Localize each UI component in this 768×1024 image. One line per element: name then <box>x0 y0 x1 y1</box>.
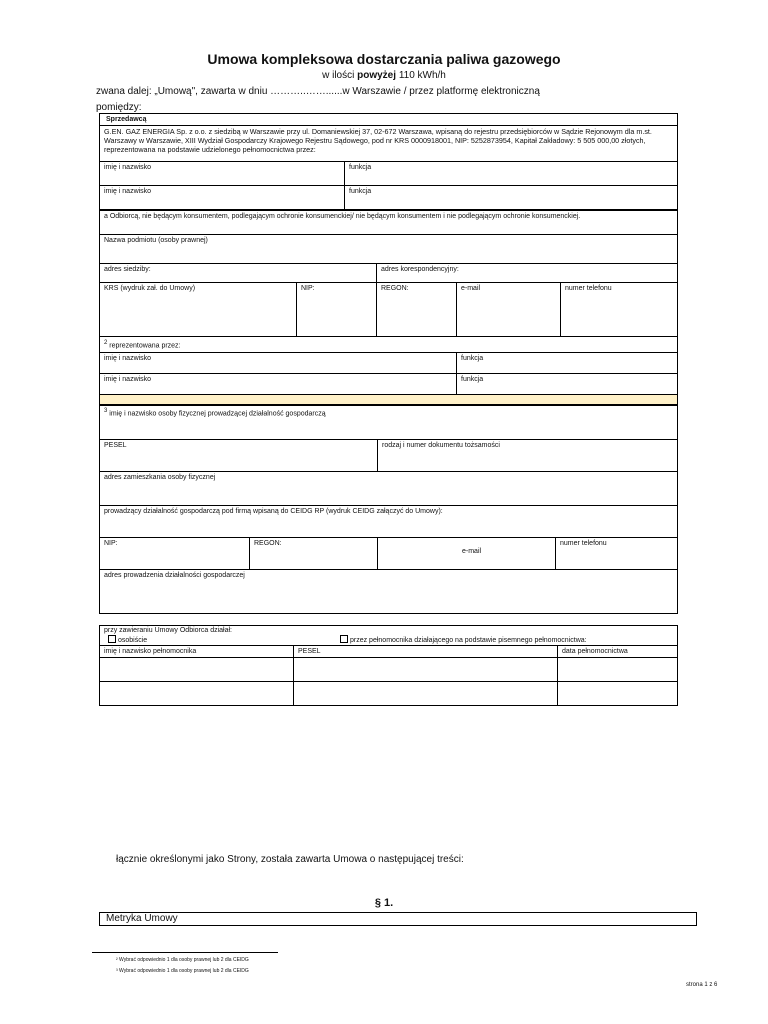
proxy-pesel-cell-1[interactable] <box>294 658 558 682</box>
proxy-date-cell-2[interactable] <box>558 682 678 706</box>
rep-name-field-2[interactable] <box>100 374 457 395</box>
phone-label: numer telefonu <box>565 285 612 292</box>
person-regon-field[interactable] <box>250 538 378 570</box>
person-regon-label: REGON: <box>254 540 282 547</box>
page-number: strona 1 z 6 <box>686 982 718 988</box>
document-title: Umowa kompleksowa dostarczania paliwa gazowego <box>207 51 561 67</box>
subtitle-bold: powyżej <box>357 70 397 81</box>
represented-label: reprezentowana przez: <box>109 342 181 350</box>
contract-intro-line: zwana dalej: „Umową", zawarta w dniu ………..……......w Warszawie / przez platformę elektroniczną <box>96 86 540 97</box>
recipient-table <box>99 210 678 405</box>
id-document-label: rodzaj i numer dokumentu tożsamości <box>382 442 500 449</box>
between-label: pomiędzy: <box>96 102 142 113</box>
business-address-label: adres prowadzenia działalności gospodarczej <box>104 572 245 579</box>
proxy-name-cell-2[interactable] <box>100 682 294 706</box>
option-personally[interactable] <box>108 635 147 645</box>
acting-row <box>100 626 678 646</box>
person-nip-label: NIP: <box>104 540 118 547</box>
seller-name-label-1: imię i nazwisko <box>104 164 152 171</box>
person-name-field[interactable] <box>100 406 678 440</box>
entity-name-field[interactable] <box>100 235 678 264</box>
krs-field[interactable] <box>100 283 297 337</box>
seller-table <box>99 113 678 210</box>
person-email-label: e-mail <box>462 548 482 555</box>
id-document-field[interactable] <box>378 440 678 472</box>
seller-function-field-1[interactable] <box>345 162 678 186</box>
option-personally-label: osobiście <box>118 637 148 644</box>
regon-field[interactable] <box>377 283 457 337</box>
person-nip-field[interactable] <box>100 538 250 570</box>
proxy-date-header: data pełnomocnictwa <box>558 646 678 658</box>
checkbox-personally[interactable] <box>108 635 116 643</box>
proxy-pesel-header: PESEL <box>294 646 558 658</box>
seller-name-field-2[interactable] <box>100 186 345 210</box>
correspondence-address-field[interactable] <box>377 264 678 283</box>
rep-function-field-1[interactable] <box>457 353 678 374</box>
entity-name-label: Nazwa podmiotu (osoby prawnej) <box>104 237 208 244</box>
rep-name-label-2: imię i nazwisko <box>104 376 152 384</box>
regon-label: REGON: <box>381 285 409 292</box>
option-proxy[interactable] <box>340 635 587 645</box>
business-address-field[interactable] <box>100 570 678 614</box>
nip-field[interactable] <box>297 283 377 337</box>
seller-description: G.EN. GAZ ENERGIA Sp. z o.o. z siedzibą w Warszawie przy ul. Domaniewskiej 37, 02-672 Warszawa, wpisaną do rejestru przedsiębiorców w Sądzie Rejonowym dla m.st. Warszawy w Warszawie, XIII Wydział Gospodarczy Krajowego Rejestru Sądowego, pod nr KRS 0000918001, NIP: 5252873954, Kapitał Zakładowy: 5 505 000,00 złotych, reprezentowana na podstawie udzielonego pełnomocnictwa przez: <box>100 126 678 162</box>
metryka-box: Metryka Umowy <box>99 912 697 926</box>
pesel-label: PESEL <box>104 442 127 449</box>
proxy-name-cell-1[interactable] <box>100 658 294 682</box>
recipient-intro: a Odbiorcą, nie będącym konsumentem, podlegającym ochronie konsumenckiej/ nie będącym konsumentem i nie podlegającym ochronie konsumenckiej. <box>100 211 678 235</box>
paragraph-1: § 1. <box>374 897 394 909</box>
footnote-3: ³ Wybrać odpowiednio 1 dla osoby prawnej lub 2 dla CEIDG <box>116 968 249 974</box>
seat-address-label: adres siedziby: <box>104 266 151 273</box>
footnote-2: ² Wybrać odpowiednio 1 dla osoby prawnej lub 2 dla CEIDG <box>116 957 249 963</box>
subtitle-prefix: w ilości <box>322 70 355 81</box>
separator-row <box>100 395 678 405</box>
acting-label: przy zawieraniu Umowy Odbiorca działał: <box>104 627 232 634</box>
rep-function-field-2[interactable] <box>457 374 678 395</box>
email-label: e-mail <box>461 285 481 292</box>
home-address-field[interactable] <box>100 472 678 506</box>
footnote-separator <box>92 952 278 953</box>
nip-label: NIP: <box>301 285 315 292</box>
closing-text: łącznie określonymi jako Strony, została zawarta Umowa o następującej treści: <box>116 854 464 865</box>
email-field[interactable] <box>457 283 561 337</box>
proxy-pesel-cell-2[interactable] <box>294 682 558 706</box>
seller-function-label-1: funkcja <box>349 164 372 171</box>
proxy-table <box>99 625 678 706</box>
correspondence-address-label: adres korespondencyjny: <box>381 266 459 273</box>
footnote-ref-2: 2 <box>104 340 108 346</box>
rep-function-label-1: funkcja <box>461 355 484 363</box>
footnote-ref-3: 3 <box>104 408 108 414</box>
seat-address-field[interactable] <box>100 264 377 283</box>
person-phone-label: numer telefonu <box>560 540 607 547</box>
person-phone-field[interactable] <box>556 538 678 570</box>
person-table <box>99 405 678 614</box>
pesel-field[interactable] <box>100 440 378 472</box>
person-name-label: imię i nazwisko osoby fizycznej prowadzącej działalność gospodarczą <box>109 410 326 418</box>
rep-function-label-2: funkcja <box>461 376 484 384</box>
seller-heading: Sprzedawcą <box>100 114 678 126</box>
seller-name-field-1[interactable] <box>100 162 345 186</box>
rep-name-field-1[interactable] <box>100 353 457 374</box>
home-address-label: adres zamieszkania osoby fizycznej <box>104 474 216 481</box>
proxy-date-cell-1[interactable] <box>558 658 678 682</box>
proxy-name-header: imię i nazwisko pełnomocnika <box>100 646 294 658</box>
seller-function-field-2[interactable] <box>345 186 678 210</box>
seller-function-label-2: funkcja <box>349 188 372 195</box>
seller-name-label-2: imię i nazwisko <box>104 188 152 195</box>
subtitle-suffix: 110 kWh/h <box>398 70 446 81</box>
represented-by <box>100 337 678 353</box>
business-name-field[interactable] <box>100 506 678 538</box>
phone-field[interactable] <box>561 283 678 337</box>
krs-label: KRS (wydruk zał. do Umowy) <box>104 285 196 292</box>
rep-name-label-1: imię i nazwisko <box>104 355 152 363</box>
option-proxy-label: przez pełnomocnika działającego na podstawie pisemnego pełnomocnictwa: <box>350 637 587 644</box>
checkbox-proxy[interactable] <box>340 635 348 643</box>
business-name-label: prowadzący działalność gospodarczą pod firmą wpisaną do CEIDG RP (wydruk CEIDG załączyć do Umowy): <box>104 508 443 515</box>
document-subtitle <box>0 70 768 81</box>
